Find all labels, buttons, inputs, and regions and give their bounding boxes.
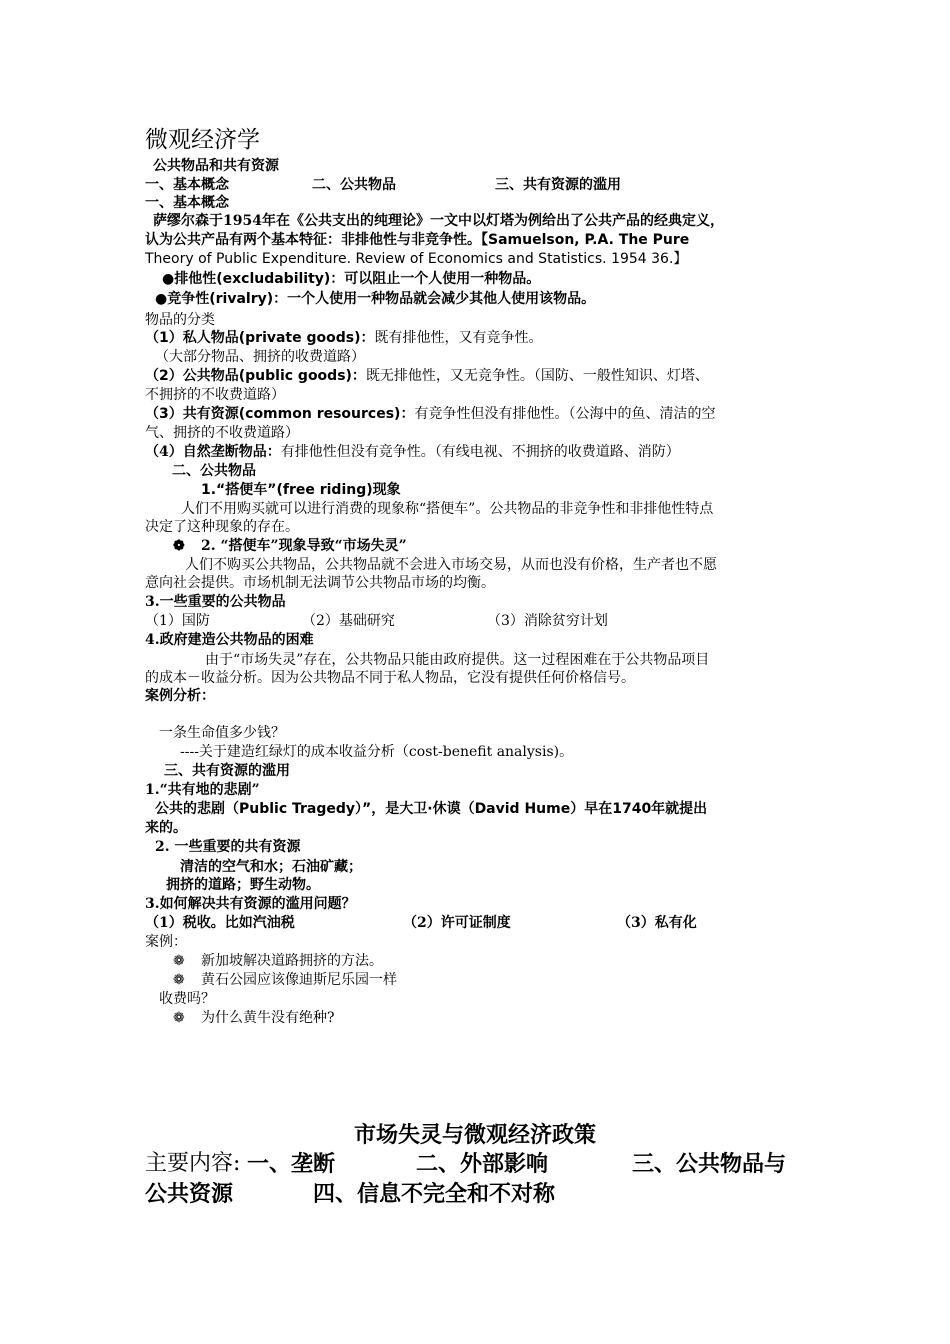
term: （2）公共物品(public goods)： [145, 368, 366, 384]
subheading: 案例分析： [145, 688, 215, 704]
list-item [173, 952, 383, 970]
contents-item: 一、垄断 [247, 1151, 336, 1177]
class-item [145, 367, 709, 385]
solution-item: （3）私有化 [617, 915, 697, 931]
subheading: 案例： [145, 934, 187, 950]
paragraph-line: Theory of Public Expenditure. Review of Economics and Statistics. 1954 36.】 [145, 251, 688, 267]
solution-item: （1）税收。比如汽油税 [145, 915, 295, 931]
class-example: 气、拥挤的不收费道路） [145, 425, 299, 441]
paragraph-line: 公共的悲剧（Public Tragedy）”，是大卫·休谟（David Hume）早在1740年就提出 [155, 801, 708, 817]
class-item [145, 405, 715, 423]
outline-item: 一、基本概念 [145, 177, 229, 193]
contents-item: 二、外部影响 [416, 1151, 549, 1177]
text: 黄石公园应该像迪斯尼乐园一样 [201, 972, 397, 988]
flower-bullet-icon: ❁ [173, 953, 185, 969]
section-title: 市场失灵与微观经济政策 [353, 1122, 596, 1148]
list-item [173, 1009, 335, 1027]
case-question: 一条生命值多少钱？ [159, 725, 285, 741]
goods-item: （3）消除贫穷计划 [487, 613, 608, 629]
subheading: 2. 一些重要的共有资源 [155, 839, 301, 855]
definition-line: ●排他性(excludability)：可以阻止一个人使用一种物品。 [162, 271, 541, 287]
doc-subtitle: 公共物品和共有资源 [153, 158, 279, 174]
subheading: 4.政府建造公共物品的困难 [145, 632, 314, 648]
contents-item: 公共资源 [145, 1181, 234, 1207]
term: （3）共有资源(common resources)： [145, 406, 415, 422]
subheading: 3.一些重要的公共物品 [145, 594, 286, 610]
text: 认为公共产品有两个基本特征：非排他性与非竞争性。【Samuelson, P.A. The Pure [145, 232, 690, 248]
contents-item: 三、公共物品与 [632, 1151, 787, 1177]
paragraph-line: 人们不购买公共物品，公共物品就不会进入市场交易，从而也没有价格，生产者也不愿 [185, 557, 717, 573]
subheading: 1.“共有地的悲剧” [145, 782, 260, 798]
flower-bullet-icon: ❁ [173, 1010, 185, 1026]
list-item-continued: 收费吗？ [159, 991, 215, 1007]
section-heading: 二、公共物品 [172, 463, 256, 479]
text: 有竞争性但没有排他性。（公海中的鱼、清洁的空 [414, 406, 716, 422]
outline-item: 二、公共物品 [312, 177, 396, 193]
paragraph-line: 的成本－收益分析。因为公共物品不同于私人物品，它没有提供任何价格信号。 [145, 670, 635, 686]
paragraph-line: 决定了这种现象的存在。 [145, 519, 299, 535]
contents-item: 四、信息不完全和不对称 [313, 1181, 556, 1207]
flower-bullet-icon: ❁ [173, 972, 185, 988]
paragraph-line: 来的。 [145, 820, 187, 836]
text: 2. “搭便车”现象导致“市场失灵” [201, 538, 407, 554]
class-example: （大部分物品、拥挤的收费道路） [155, 349, 365, 365]
case-question: ----关于建造红绿灯的成本收益分析（cost-benefit analysis)。 [180, 744, 574, 760]
subheading [173, 537, 407, 555]
goods-item: （1）国防 [145, 613, 210, 629]
definition-line: ●竞争性(rivalry)：一个人使用一种物品就会减少其他人使用该物品。 [155, 291, 596, 307]
list-item [173, 971, 397, 989]
term: （4）自然垄断物品： [145, 444, 281, 460]
class-item [145, 443, 680, 461]
paragraph-line: 意向社会提供。市场机制无法调节公共物品市场的均衡。 [145, 575, 495, 591]
text: 既有排他性，又有竞争性。 [374, 330, 543, 346]
paragraph-line: 由于“市场失灵”存在，公共物品只能由政府提供。这一过程困难在于公共物品项目 [205, 652, 710, 668]
doc-title: 微观经济学 [145, 127, 260, 153]
subheading: 物品的分类 [145, 312, 215, 328]
paragraph-line [145, 231, 689, 249]
subheading: 3.如何解决共有资源的滥用问题？ [145, 896, 356, 912]
term: （1）私人物品(private goods)： [145, 330, 375, 346]
solution-item: （2）许可证制度 [403, 915, 511, 931]
contents-label: 主要内容: [145, 1151, 241, 1176]
text: 新加坡解决道路拥挤的方法。 [201, 953, 383, 969]
paragraph-line: 人们不用购买就可以进行消费的现象称“搭便车”。公共物品的非竞争性和非排他性特点 [181, 501, 714, 517]
text: 既无排他性，又无竞争性。（国防、一般性知识、灯塔、 [365, 368, 709, 384]
outline-item: 三、共有资源的滥用 [495, 177, 621, 193]
class-item [145, 329, 543, 347]
list-line: 拥挤的道路；野生动物。 [166, 877, 320, 893]
goods-item: （2）基础研究 [302, 613, 395, 629]
flower-bullet-icon: ❁ [173, 538, 185, 554]
text: 有排他性但没有竞争性。（有线电视、不拥挤的收费道路、消防） [280, 444, 680, 460]
subheading: 1.“搭便车”(free riding)现象 [201, 482, 401, 498]
list-line: 清洁的空气和水；石油矿藏； [180, 859, 362, 875]
section-heading: 三、共有资源的滥用 [164, 763, 290, 779]
section-heading: 一、基本概念 [145, 195, 229, 211]
paragraph-line: 萨缪尔森于1954年在《公共支出的纯理论》一文中以灯塔为例给出了公共产品的经典定义， [153, 213, 724, 229]
text: 为什么黄牛没有绝种? [201, 1010, 335, 1026]
class-example: 不拥挤的不收费道路） [145, 387, 285, 403]
